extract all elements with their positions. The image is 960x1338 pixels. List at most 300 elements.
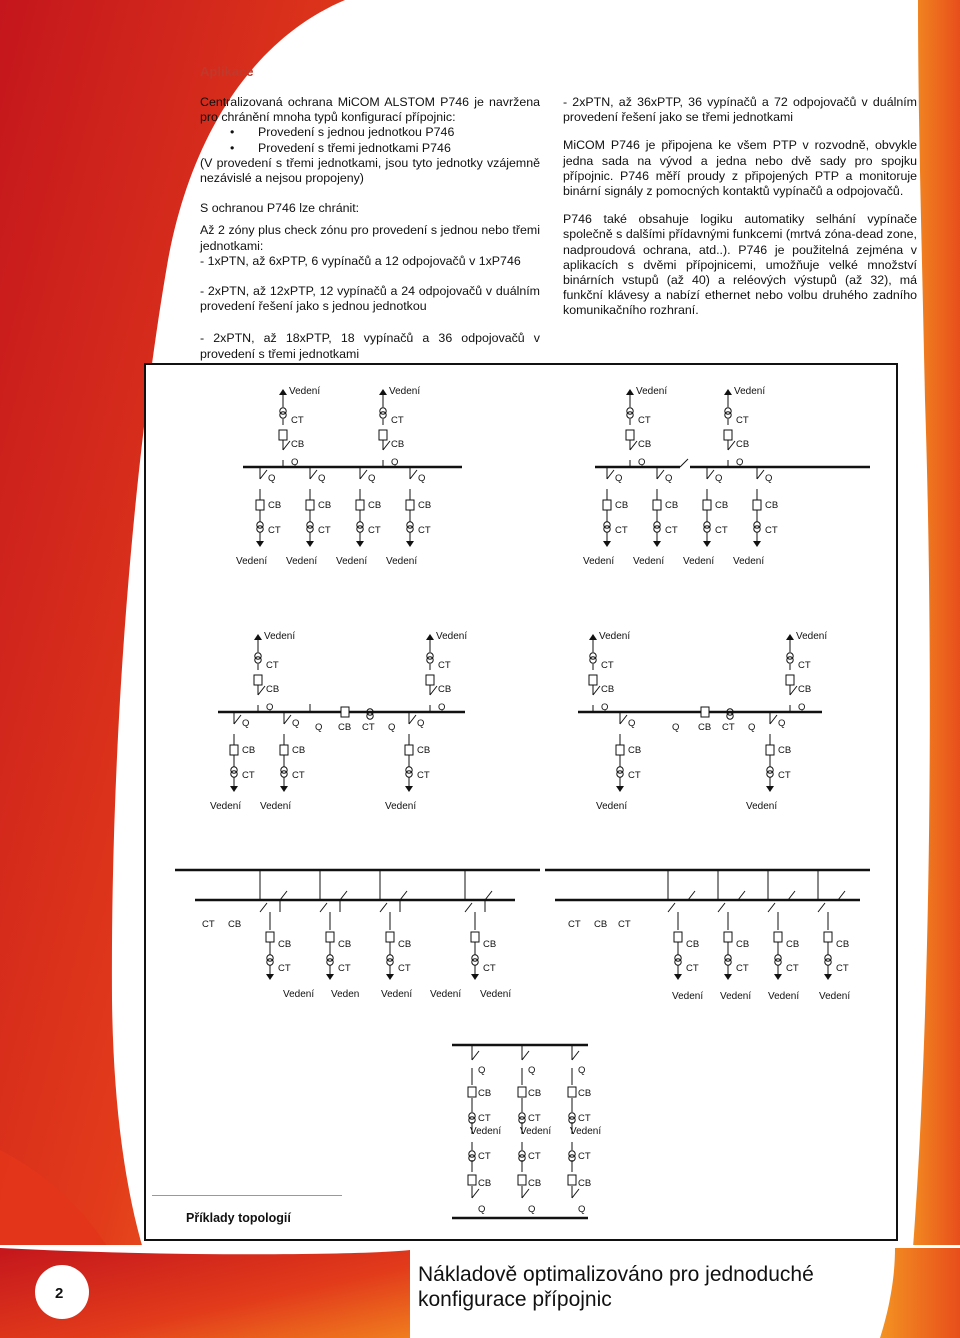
diagram-label: CB	[398, 939, 412, 950]
diagram-label: Q	[665, 473, 673, 484]
cb-symbol	[379, 430, 387, 440]
cb-symbol	[256, 500, 264, 510]
ct-symbol	[267, 959, 273, 965]
feeder-label: Vedení	[336, 556, 368, 567]
cb-symbol	[568, 1175, 576, 1185]
diagram-label: CT	[778, 770, 791, 781]
isolator-blade	[383, 441, 390, 450]
cb-symbol	[279, 430, 287, 440]
isolator-blade	[310, 470, 317, 479]
feeder-label: Vedení	[819, 991, 851, 1002]
diagram-label: Q	[601, 702, 609, 713]
feeder-label: Vedení	[683, 556, 715, 567]
diagram-label: CT	[242, 770, 255, 781]
diagram-label: Q	[268, 473, 276, 484]
diagram-label: CB	[483, 939, 497, 950]
feeder-arrow	[266, 974, 274, 980]
feeder-arrow	[824, 974, 832, 980]
diagram-label: CB	[715, 500, 729, 511]
feeder-label: Vedení	[570, 1126, 602, 1137]
ct-symbol	[787, 657, 793, 663]
isolator-blade	[409, 715, 416, 724]
cb-symbol	[386, 932, 394, 942]
diagram-label: CT	[722, 722, 735, 733]
cb-symbol	[616, 745, 624, 755]
feeder-label: Vedení	[583, 556, 615, 567]
cb-symbol	[774, 932, 782, 942]
feeder-arrow	[724, 974, 732, 980]
isolator-blade	[572, 1189, 579, 1198]
feeder-label: Veden	[331, 989, 360, 1000]
cb-symbol	[589, 675, 597, 685]
diagram-label: Q	[418, 473, 426, 484]
isolator-blade	[728, 441, 735, 450]
feeder-label: Vedení	[672, 991, 704, 1002]
isolator-blade	[668, 903, 675, 912]
diagram-label: Q	[615, 473, 623, 484]
diagram-label: CT	[268, 525, 281, 536]
isolator-blade	[738, 891, 745, 900]
ct-symbol	[675, 959, 681, 965]
diagram-label: Q	[318, 473, 326, 484]
diagram-label: CT	[418, 525, 431, 536]
footer-title-line-1: Nákladově optimalizováno pro jednoduché	[418, 1263, 814, 1286]
diagram-label: Q	[391, 457, 399, 468]
cb-symbol	[326, 932, 334, 942]
diagram-label: Q	[478, 1204, 486, 1215]
ct-symbol	[604, 526, 610, 532]
diagram-label: CT	[798, 660, 811, 671]
diagram-label: CT	[278, 963, 291, 974]
feeder-arrow	[326, 974, 334, 980]
diagram-label: CB	[736, 439, 750, 450]
diagram-label: Q	[438, 702, 446, 713]
feeder-arrow	[589, 634, 597, 640]
topology-figure	[144, 363, 898, 1241]
ct-symbol	[255, 657, 261, 663]
diagram-label: CT	[786, 963, 799, 974]
diagram-label: Q	[778, 718, 786, 729]
diagram-label: Q	[242, 718, 250, 729]
diagram-label: CB	[438, 684, 452, 695]
cb-symbol	[603, 500, 611, 510]
ct-symbol	[727, 713, 733, 719]
ct-symbol	[281, 771, 287, 777]
diagram-label: CT	[528, 1113, 541, 1124]
protect-item-1: - 1xPTN, až 6xPTP, 6 vypínačů a 12 odpojovačů v 1xP746	[200, 253, 521, 268]
diagram-label: CT	[578, 1113, 591, 1124]
feeder-arrow	[766, 786, 774, 792]
isolator-blade	[718, 903, 725, 912]
diagram-label: Q	[672, 722, 680, 733]
protect-title: S ochranou P746 lze chránit:	[200, 201, 360, 216]
diagram-label: Q	[478, 1065, 486, 1076]
diagram-label: CT	[202, 919, 215, 930]
diagram-label: CB	[478, 1088, 492, 1099]
cb-symbol	[471, 932, 479, 942]
cb-symbol	[254, 675, 262, 685]
bullet-icon: •	[230, 125, 235, 140]
feeder-arrow	[280, 786, 288, 792]
diagram-label: Q	[736, 457, 744, 468]
bullet-note: (V provedení s třemi jednotkami, jsou tyto jednotky vzájemně nezávislé a nejsou propojeny)	[200, 155, 540, 186]
diagram-label: Q	[528, 1065, 536, 1076]
bullet-icon: •	[230, 140, 235, 155]
feeder-arrow	[653, 541, 661, 547]
cb-symbol	[626, 430, 634, 440]
cb-symbol	[426, 675, 434, 685]
cb-symbol	[356, 500, 364, 510]
feeder-arrow	[254, 634, 262, 640]
feeder-label: Vedení	[436, 631, 468, 642]
diagram-label: CB	[278, 939, 292, 950]
diagram-label: CB	[318, 500, 332, 511]
diagram-label: Q	[578, 1065, 586, 1076]
feeder-label: Vedení	[480, 989, 512, 1000]
cb-symbol	[518, 1087, 526, 1097]
cb-symbol	[405, 745, 413, 755]
cb-symbol	[786, 675, 794, 685]
diagram-label: CT	[628, 770, 641, 781]
diagram-label: CB	[292, 745, 306, 756]
diagram-label: CT	[618, 919, 631, 930]
isolator-blade	[572, 1051, 579, 1060]
diagram-label: CB	[228, 919, 242, 930]
diagram-label: CB	[665, 500, 679, 511]
isolator-blade	[430, 686, 437, 695]
isolator-blade	[234, 715, 241, 724]
diagram-label: Q	[266, 702, 274, 713]
feeder-arrow	[405, 786, 413, 792]
isolator-blade	[400, 891, 407, 900]
ct-symbol	[407, 526, 413, 532]
diagram-label: CB	[765, 500, 779, 511]
diagram-label: CT	[715, 525, 728, 536]
feeder-arrow	[786, 634, 794, 640]
cb-symbol	[518, 1175, 526, 1185]
diagram-label: CT	[483, 963, 496, 974]
cb-symbol	[766, 745, 774, 755]
cb-symbol	[468, 1087, 476, 1097]
diagram-label: CT	[686, 963, 699, 974]
diagram-label: CT	[578, 1151, 591, 1162]
feeder-arrow	[774, 974, 782, 980]
cb-symbol	[306, 500, 314, 510]
isolator-blade	[283, 441, 290, 450]
diagram-label: CB	[615, 500, 629, 511]
ct-symbol	[406, 771, 412, 777]
feeder-arrow	[426, 634, 434, 640]
feeder-arrow	[471, 974, 479, 980]
isolator-blade	[818, 903, 825, 912]
diagram-label: CB	[478, 1178, 492, 1189]
diagram-label: CT	[338, 963, 351, 974]
ct-symbol	[725, 412, 731, 418]
diagram-label: Q	[417, 718, 425, 729]
isolator-blade	[788, 891, 795, 900]
diagram-label: CB	[638, 439, 652, 450]
feeder-label: Vedení	[385, 801, 417, 812]
feeder-arrow	[256, 541, 264, 547]
ct-symbol	[231, 771, 237, 777]
diagram-label: CT	[398, 963, 411, 974]
diagram-label: CT	[478, 1113, 491, 1124]
feeder-label: Vedení	[734, 386, 766, 397]
diagram-label: CB	[417, 745, 431, 756]
feeder-label: Vedení	[633, 556, 665, 567]
feeder-arrow	[230, 786, 238, 792]
feeder-label: Vedení	[210, 801, 242, 812]
ct-symbol	[327, 959, 333, 965]
ct-symbol	[767, 771, 773, 777]
feeder-label: Vedení	[286, 556, 318, 567]
feeder-arrow	[386, 974, 394, 980]
cb-symbol	[266, 932, 274, 942]
footer-title-line-2: konfigurace přípojnic	[418, 1288, 612, 1311]
isolator-blade	[768, 903, 775, 912]
ct-symbol	[754, 526, 760, 532]
feeder-arrow	[616, 786, 624, 792]
ct-symbol	[280, 412, 286, 418]
isolator-blade	[472, 1189, 479, 1198]
feeder-arrow	[379, 389, 387, 395]
isolator-blade	[380, 903, 387, 912]
feeder-label: Vedení	[289, 386, 321, 397]
diagram-label: CB	[736, 939, 750, 950]
footer-title	[418, 1262, 814, 1312]
paragraph-connection: MiCOM P746 je připojena ke všem PTP v rozvodně, obvykle jedna sada na vývod a jedna nebo dvě sady pro spojku přípojnic. P746 měří proudy z připojených PTP a monitoruje binární signály z pomocných kontaktů vypínačů a odpojovačů.	[563, 138, 917, 199]
diagram-label: CB	[338, 939, 352, 950]
diagram-label: CT	[528, 1151, 541, 1162]
feeder-arrow	[603, 541, 611, 547]
diagram-label: Q	[628, 718, 636, 729]
isolator-blade	[260, 903, 267, 912]
feeder-arrow	[674, 974, 682, 980]
diagram-label: CB	[698, 722, 712, 733]
cb-symbol	[653, 500, 661, 510]
topology-diagrams	[146, 365, 900, 1243]
feeder-arrow	[279, 389, 287, 395]
isolator-blade	[410, 470, 417, 479]
left-text-column	[200, 95, 540, 362]
feeder-label: Vedení	[386, 556, 418, 567]
cb-symbol	[824, 932, 832, 942]
diagram-label: Q	[798, 702, 806, 713]
paragraph-logic: P746 také obsahuje logiku automatiky selhání vypínače společně s dalšími přídavnými funkcemi (mrtvá zóna-dead zone, nadproudová ochrana, atd..). P746 je použitelná zejména v aplikacích s dvěmi přípojnicemi, umožňuje velké množství binárních vstupů (až 40) a reléových výstupů (až 32), má funkční klávesy a nabízí ethernet nebo volbu druhého zadního komunikačního rozhraní.	[563, 212, 917, 318]
isolator-blade	[360, 470, 367, 479]
diagram-label: CB	[418, 500, 432, 511]
isolator-blade	[472, 1051, 479, 1060]
ct-symbol	[380, 412, 386, 418]
diagram-label: CB	[594, 919, 608, 930]
diagram-label: CB	[628, 745, 642, 756]
cb-symbol	[724, 430, 732, 440]
feeder-arrow	[626, 389, 634, 395]
isolator-blade	[707, 470, 714, 479]
cb-symbol	[753, 500, 761, 510]
feeder-arrow	[724, 389, 732, 395]
diagram-label: CT	[292, 770, 305, 781]
feeder-label: Vedení	[430, 989, 462, 1000]
isolator-blade	[284, 715, 291, 724]
cb-symbol	[568, 1087, 576, 1097]
isolator-blade	[522, 1189, 529, 1198]
ct-symbol	[257, 526, 263, 532]
intro-paragraph: Centralizovaná ochrana MiCOM ALSTOM P746 je navržena pro chránění mnoha typů konfigurací přípojnic:	[200, 95, 540, 125]
diagram-label: Q	[528, 1204, 536, 1215]
cb-symbol	[280, 745, 288, 755]
ct-symbol	[725, 959, 731, 965]
isolator-blade	[838, 891, 845, 900]
diagram-label: CB	[242, 745, 256, 756]
feeder-label: Vedení	[720, 991, 752, 1002]
diagram-label: CT	[836, 963, 849, 974]
feeder-arrow	[406, 541, 414, 547]
diagram-label: Q	[368, 473, 376, 484]
ct-symbol	[357, 526, 363, 532]
diagram-label: CB	[686, 939, 700, 950]
diagram-label: CT	[601, 660, 614, 671]
ct-symbol	[654, 526, 660, 532]
isolator-blade	[340, 891, 347, 900]
diagram-label: CT	[291, 415, 304, 426]
diagram-label: CB	[578, 1088, 592, 1099]
ct-symbol	[387, 959, 393, 965]
feeder-label: Vedení	[470, 1126, 502, 1137]
figure-caption: Příklady topologií	[186, 1211, 291, 1225]
feeder-label: Vedení	[260, 801, 292, 812]
diagram-label: CB	[528, 1088, 542, 1099]
ct-symbol	[775, 959, 781, 965]
isolator-blade	[757, 470, 764, 479]
diagram-label: CT	[765, 525, 778, 536]
feeder-label: Vedení	[746, 801, 778, 812]
diagram-label: CT	[736, 963, 749, 974]
protect-item-3: - 2xPTN, až 18xPTP, 18 vypínačů a 36 odpojovačů v provedení s třemi jednotkami	[200, 331, 540, 361]
diagram-label: Q	[315, 722, 323, 733]
feeder-label: Vedení	[264, 631, 296, 642]
feeder-label: Vedení	[389, 386, 421, 397]
diagram-label: Q	[715, 473, 723, 484]
ct-symbol	[367, 713, 373, 719]
diagram-label: CT	[438, 660, 451, 671]
diagram-label: CT	[362, 722, 375, 733]
isolator-blade	[320, 903, 327, 912]
diagram-label: Q	[748, 722, 756, 733]
diagram-label: CB	[268, 500, 282, 511]
diagram-label: Q	[291, 457, 299, 468]
bullet-list	[200, 125, 540, 155]
caption-rule	[152, 1195, 342, 1196]
protect-zones: Až 2 zóny plus check zónu pro provedení s jednou nebo třemi jednotkami:	[200, 223, 540, 253]
diagram-label: CT	[736, 415, 749, 426]
isolator-blade	[485, 891, 492, 900]
diagram-label: CB	[368, 500, 382, 511]
feeder-label: Vedení	[768, 991, 800, 1002]
diagram-label: CT	[391, 415, 404, 426]
ct-symbol	[590, 657, 596, 663]
isolator-blade	[630, 441, 637, 450]
cb-symbol	[674, 932, 682, 942]
feeder-label: Vedení	[796, 631, 828, 642]
isolator-blade	[688, 891, 695, 900]
diagram-label: CT	[615, 525, 628, 536]
feeder-label: Vedení	[733, 556, 765, 567]
page-number: 2	[55, 1285, 64, 1302]
diagram-label: CB	[798, 684, 812, 695]
diagram-label: CT	[665, 525, 678, 536]
feeder-arrow	[753, 541, 761, 547]
isolator-blade	[790, 686, 797, 695]
isolator-blade	[657, 470, 664, 479]
feeder-label: Vedení	[236, 556, 268, 567]
isolator-blade	[770, 715, 777, 724]
cb-symbol	[406, 500, 414, 510]
feeder-label: Vedení	[599, 631, 631, 642]
right-text-column	[563, 95, 917, 319]
protect-item-2: - 2xPTN, až 12xPTP, 12 vypínačů a 24 odpojovačů v duálním provedení řešení jako s jednou jednotkou	[200, 284, 540, 314]
isolator-blade	[593, 686, 600, 695]
diagram-label: CB	[266, 684, 280, 695]
ct-symbol	[704, 526, 710, 532]
diagram-label: Q	[765, 473, 773, 484]
feeder-label: Vedení	[520, 1126, 552, 1137]
feeder-arrow	[356, 541, 364, 547]
feeder-label: Vedení	[596, 801, 628, 812]
diagram-label: CB	[601, 684, 615, 695]
protect-item-4: - 2xPTN, až 36xPTP, 36 vypínačů a 72 odpojovačů v duálním provedení řešení jako se třemi jednotkami	[563, 95, 917, 125]
diagram-label: CT	[478, 1151, 491, 1162]
diagram-label: CB	[578, 1178, 592, 1189]
cb-symbol	[468, 1175, 476, 1185]
feeder-arrow	[703, 541, 711, 547]
diagram-label: CB	[786, 939, 800, 950]
diagram-label: CT	[638, 415, 651, 426]
diagram-label: CT	[568, 919, 581, 930]
bullet-item: • Provedení s třemi jednotkami P746	[230, 140, 451, 155]
diagram-label: CB	[836, 939, 850, 950]
cb-symbol	[703, 500, 711, 510]
ct-symbol	[825, 959, 831, 965]
diagram-label: CB	[778, 745, 792, 756]
section-heading: Aplikace	[200, 64, 254, 79]
cb-symbol	[230, 745, 238, 755]
bus-coupler	[680, 459, 688, 467]
feeder-label: Vedení	[636, 386, 668, 397]
ct-symbol	[427, 657, 433, 663]
diagram-label: CT	[368, 525, 381, 536]
diagram-label: Q	[388, 722, 396, 733]
isolator-blade	[522, 1051, 529, 1060]
feeder-label: Vedení	[381, 989, 413, 1000]
isolator-blade	[280, 891, 287, 900]
diagram-label: CB	[528, 1178, 542, 1189]
feeder-arrow	[306, 541, 314, 547]
isolator-blade	[607, 470, 614, 479]
ct-symbol	[307, 526, 313, 532]
diagram-label: CT	[417, 770, 430, 781]
ct-symbol	[617, 771, 623, 777]
diagram-label: CB	[291, 439, 305, 450]
diagram-label: CT	[318, 525, 331, 536]
bullet-item: • Provedení s jednou jednotkou P746	[230, 125, 455, 140]
diagram-label: CB	[338, 722, 352, 733]
diagram-label: CB	[391, 439, 405, 450]
isolator-blade	[465, 903, 472, 912]
cb-symbol	[701, 707, 709, 717]
diagram-label: Q	[578, 1204, 586, 1215]
diagram-label: Q	[638, 457, 646, 468]
